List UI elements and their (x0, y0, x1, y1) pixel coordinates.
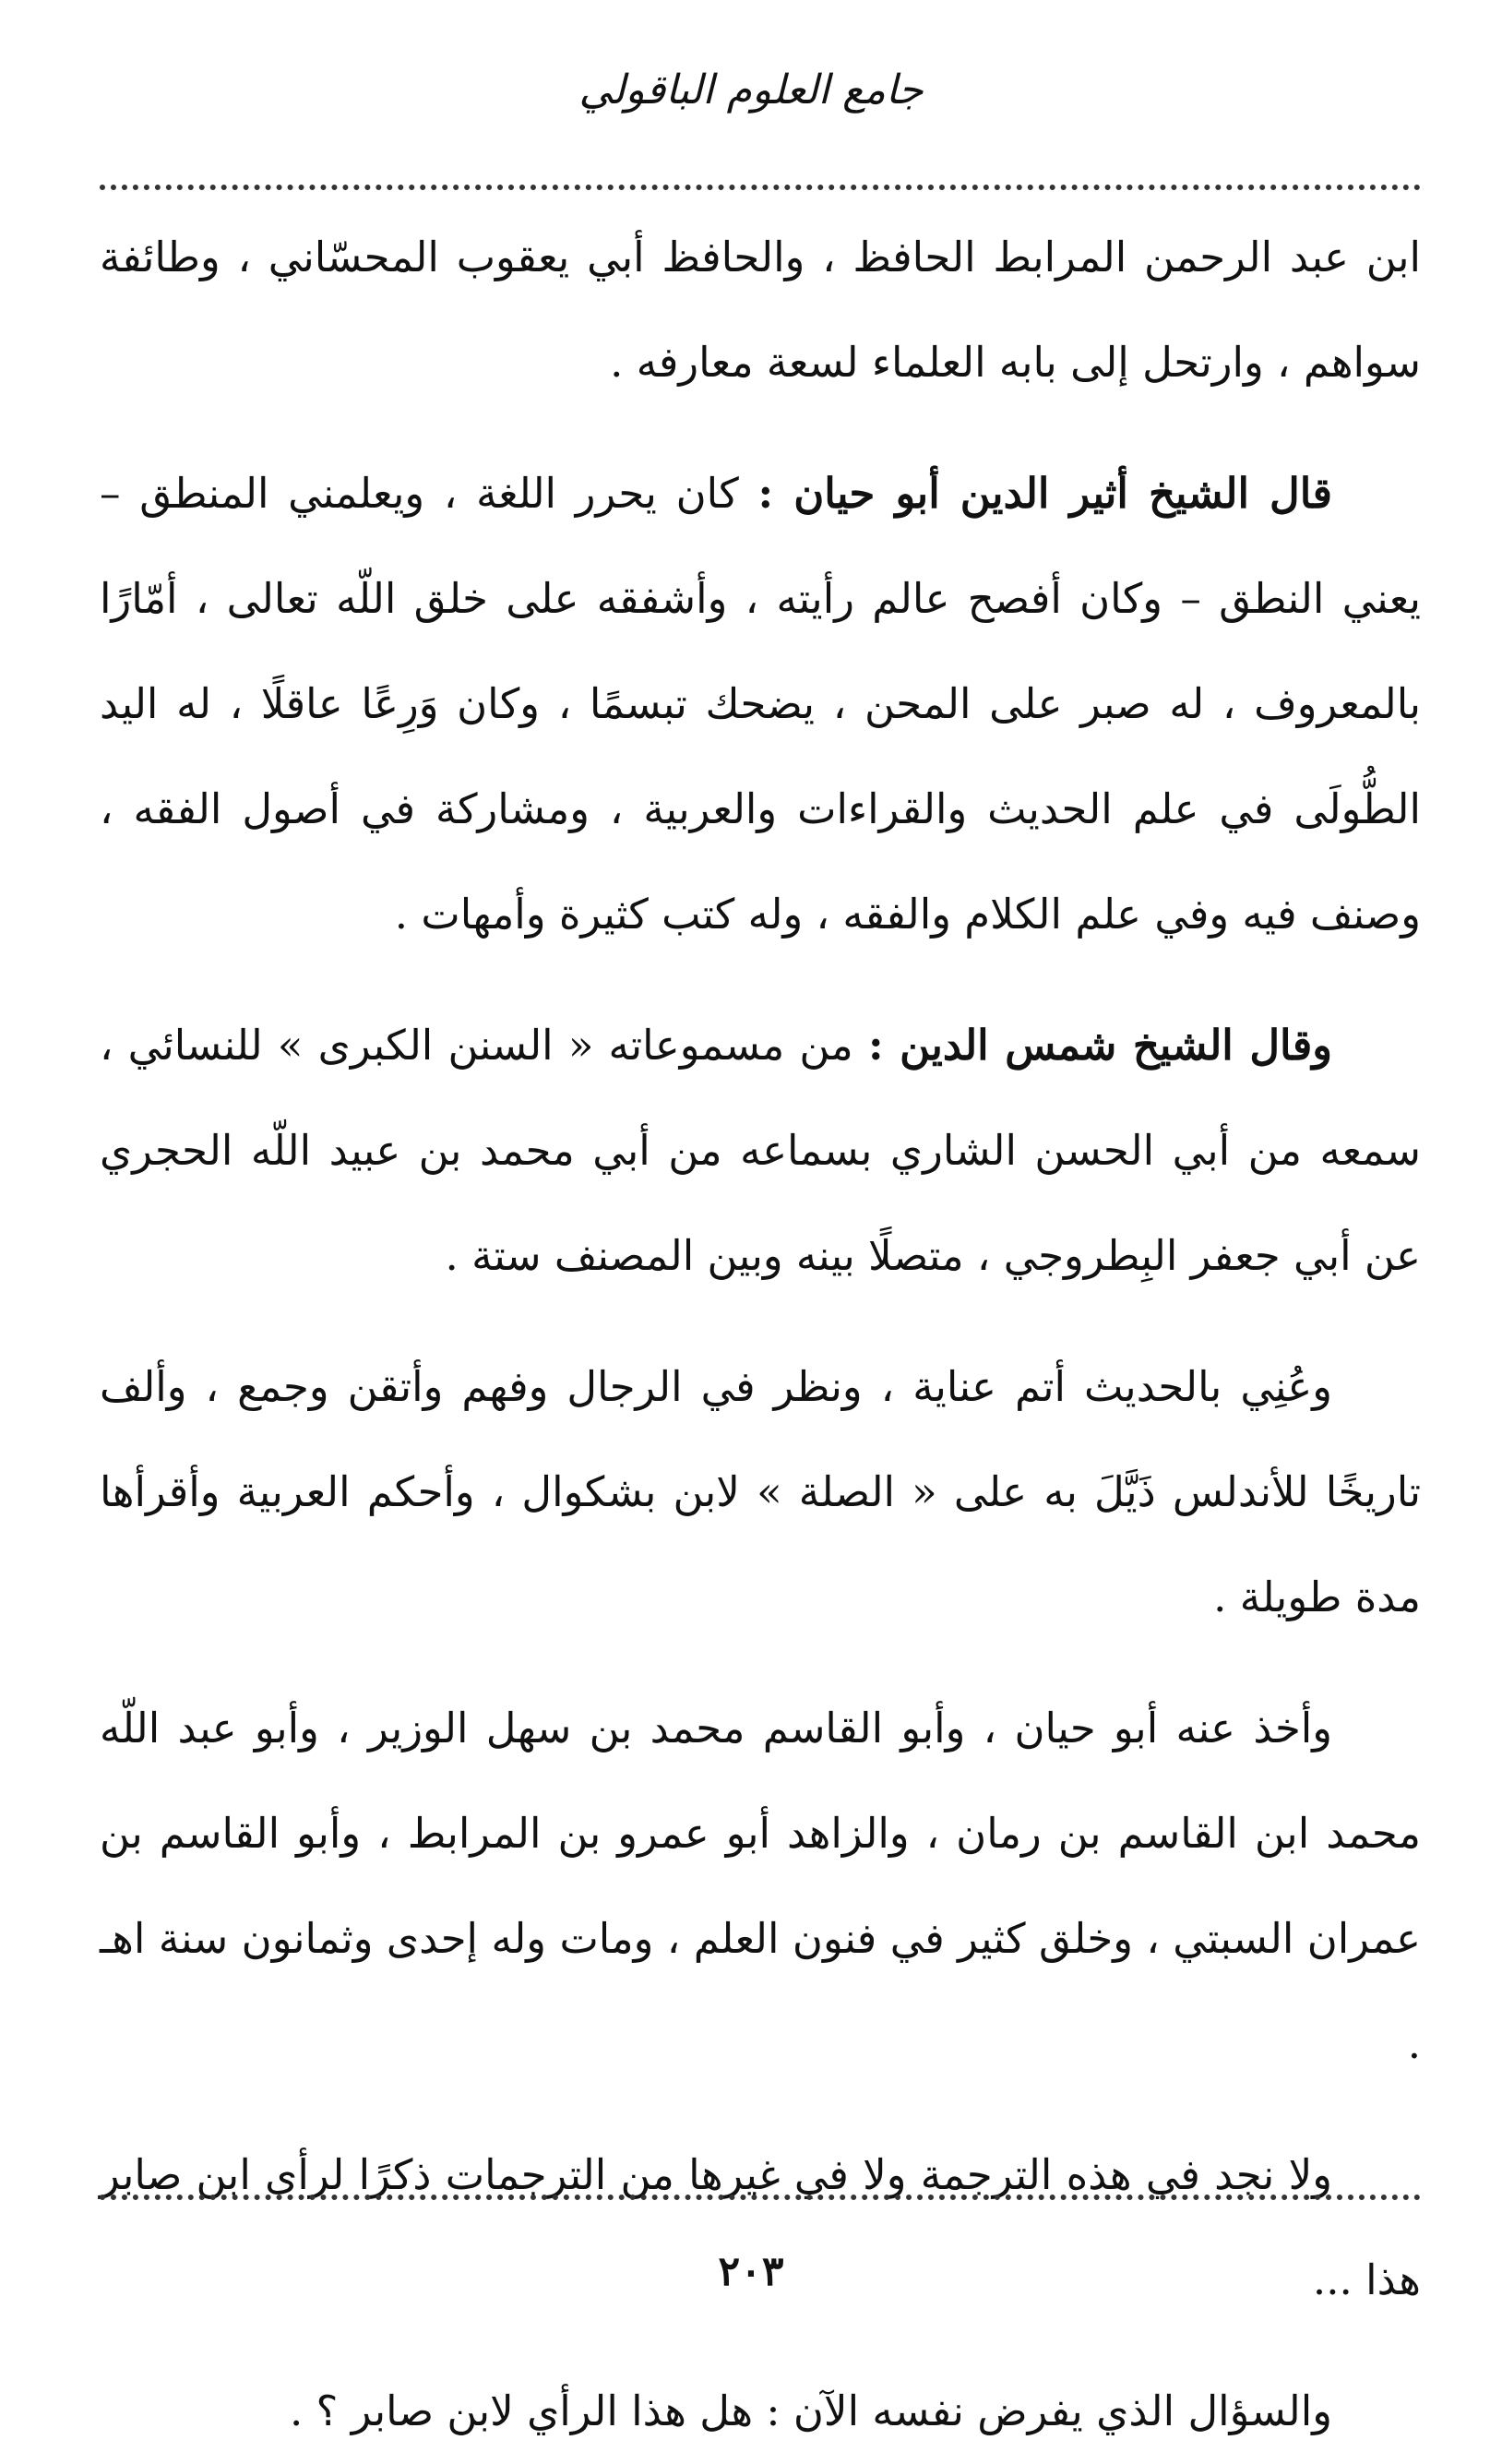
paragraph-3-text: من مسموعاته « السنن الكبرى » للنسائي ، سمعه من أبي الحسن الشاري بسماعه من أبي محمد بن عبيد اللّه الحجري عن أبي جعفر البِطروجي ، متصلًا بينه وبين المصنف ستة . (100, 1021, 1421, 1280)
paragraph-4 (100, 1334, 1421, 1650)
paragraph-6 (100, 2123, 1421, 2333)
paragraph-1-text: ابن عبد الرحمن المرابط الحافظ ، والحافظ أبي يعقوب المحسّاني ، وطائفة سواهم ، وارتحل إلى بابه العلماء لسعة معارفه . (100, 233, 1421, 387)
paragraph-5 (100, 1676, 1421, 2097)
paragraph-7-text: والسؤال الذي يفرض نفسه الآن : هل هذا الرأي لابن صابر ؟ . (289, 2386, 1332, 2435)
paragraph-3-lead: وقال الشيخ شمس الدين : (867, 1021, 1332, 1070)
paragraph-3 (100, 993, 1421, 1309)
paragraph-5-text: وأخذ عنه أبو حيان ، وأبو القاسم محمد بن سهل الوزير ، وأبو عبد اللّه محمد ابن القاسم بن رمان ، والزاهد أبو عمرو بن المرابط ، وأبو القاسم بن عمران السبتي ، وخلق كثير في فنون العلم ، ومات وله إحدى وثمانون سنة اهـ . (100, 1704, 1421, 2068)
footer-divider (100, 2195, 1421, 2200)
paragraph-7 (100, 2359, 1421, 2464)
paragraph-6-text: ولا نجد في هذه الترجمة ولا في غيرها من الترجمات ذكرًا لرأى ابن صابر هذا ... (100, 2150, 1421, 2304)
paragraph-4-text: وعُنِي بالحديث أتم عناية ، ونظر في الرجال وفهم وأتقن وجمع ، وألف تاريخًا للأندلس ذَيَّلَ به على « الصلة » لابن بشكوال ، وأحكم العربية وأقرأها مدة طويلة . (100, 1362, 1421, 1621)
paragraph-2 (100, 441, 1421, 967)
header-divider (100, 185, 1421, 190)
running-header-title: جامع العلوم الباقولي (578, 66, 924, 114)
paragraph-2-lead: قال الشيخ أثير الدين أبو حيان : (757, 469, 1332, 518)
paragraph-1 (100, 205, 1421, 415)
page-number: ٢٠٣ (718, 2248, 784, 2295)
paragraph-2-text: كان يحرر اللغة ، ويعلمني المنطق – يعني النطق – وكان أفصح عالم رأيته ، وأشفقه على خلق اللّه تعالى ، أمّارًا بالمعروف ، له صبر على المحن ، يضحك تبسمًا ، وكان وَرِعًا عاقلًا ، له اليد الطُّولَى في علم الحديث والقراءات والعربية ، ومشاركة في أصول الفقه ، وصنف فيه وفي علم الكلام والفقه ، وله كتب كثيرة وأمهات . (100, 469, 1421, 939)
